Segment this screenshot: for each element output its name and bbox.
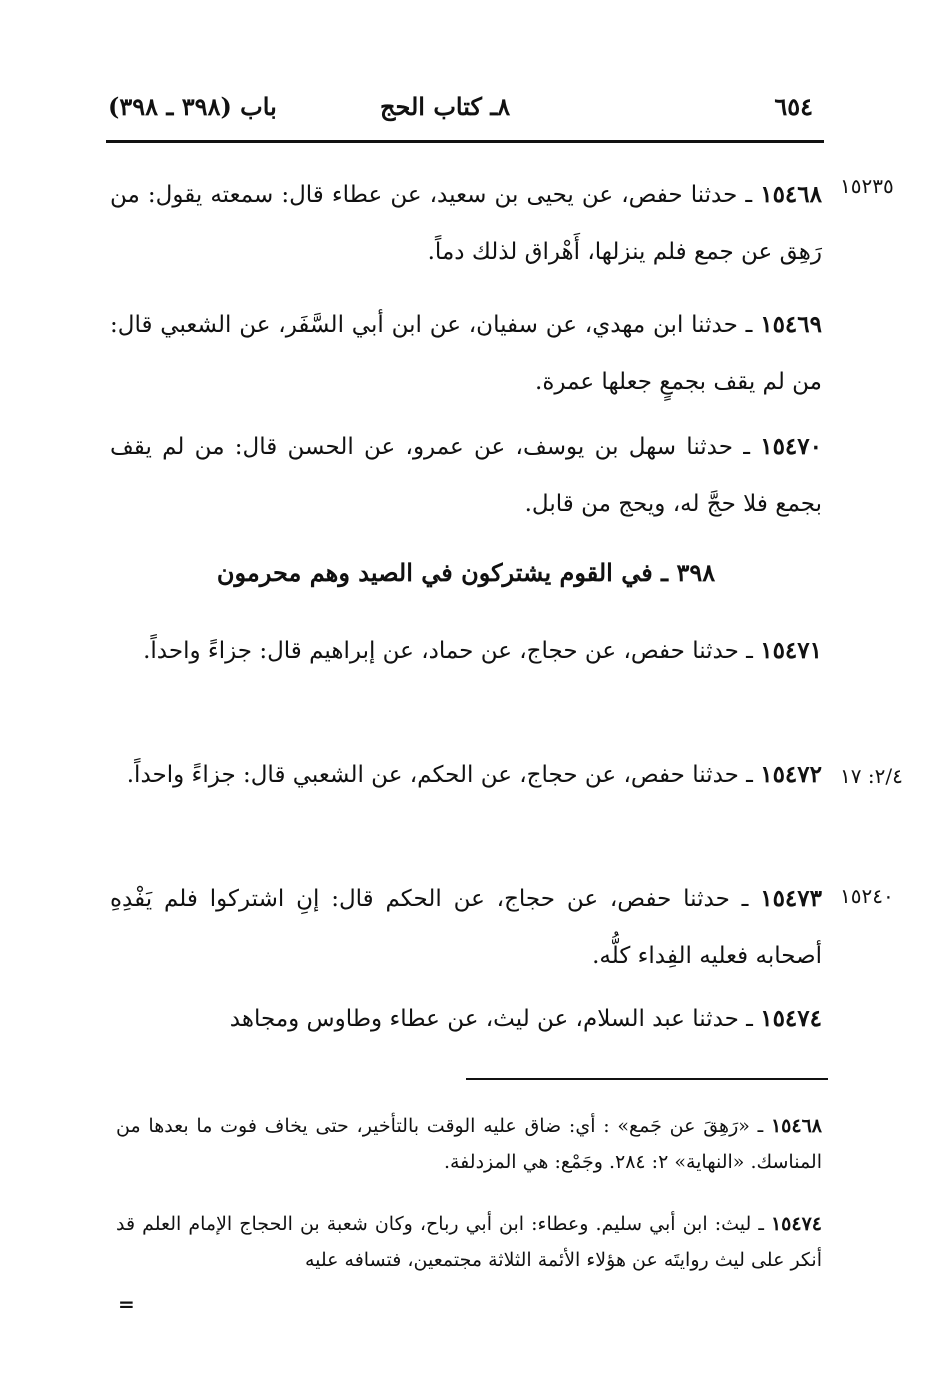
hadith-entry [110,990,822,1048]
entry-text: ـ حدثنا عبد السلام، عن ليث، عن عطاء وطاوس ومجاهد [229,1006,761,1032]
footnote-number: ١٥٤٧٤ [770,1213,822,1235]
book-title: ٨ـ كتاب الحج [380,92,511,121]
margin-ref: ٢/٤: ١٧ [840,764,903,788]
entry-number: ١٥٤٧٢ [760,761,822,788]
entry-text: ـ حدثنا ابن مهدي، عن سفيان، عن ابن أبي السَّفَر، عن الشعبي قال: من لم يقف بجمعٍ جعلها عمرة. [110,312,822,395]
entry-text: ـ حدثنا حفص، عن حجاج، عن الحكم، عن الشعبي قال: جزاءً واحداً. [126,762,761,788]
footnote-text: ـ ليث: ابن أبي سليم. وعطاء: ابن أبي رباح، وكان شعبة بن الحجاج الإمام العلم قد أنكر على ليث روايتَه عن هؤلاء الأئمة الثلاثة مجتمعين، فتسافه عليه [116,1213,822,1271]
continuation-mark: = [118,1292,135,1316]
footnote-divider [466,1078,828,1080]
entry-number: ١٥٤٧١ [760,637,822,664]
entry-text: ـ حدثنا حفص، عن حجاج، عن الحكم قال: إنِ اشتركوا فلم يَفْدِهِ أصحابه فعليه الفِداء كلُّه. [110,886,822,969]
entry-text: ـ حدثنا حفص، عن يحيى بن سعيد، عن عطاء قال: سمعته يقول: من رَهِق عن جمع فلم ينزلها، أَهْراق لذلك دماً. [110,182,822,265]
entry-text: ـ حدثنا حفص، عن حجاج، عن حماد، عن إبراهيم قال: جزاءً واحداً. [143,638,761,664]
hadith-entry [110,622,822,680]
hadith-entry [110,746,822,804]
footnote [116,1108,822,1180]
hadith-entry [110,296,822,411]
footnote-text: ـ «رَهِقَ عن جَمع» : أي: ضاق عليه الوقت بالتأخير، حتى يخاف فوت ما بعدها من المناسك. «النهاية» ٢: ٢٨٤. وجَمْع: هي المزدلفة. [116,1115,822,1173]
page-number: ٦٥٤ [774,92,813,121]
entry-number: ١٥٤٦٩ [760,311,822,338]
margin-ref: ١٥٢٤٠ [840,884,894,908]
entry-number: ١٥٤٧٣ [760,885,822,912]
entry-number: ١٥٤٧٤ [760,1005,822,1032]
hadith-entry [110,870,822,985]
footnote-number: ١٥٤٦٨ [770,1115,822,1137]
section-heading: ٣٩٨ ـ في القوم يشتركون في الصيد وهم محرمون [216,558,716,587]
entry-text: ـ حدثنا سهل بن يوسف، عن عمرو، عن الحسن قال: من لم يقف بجمع فلا حجَّ له، ويحج من قابل. [110,434,822,517]
chapter-range: باب (٣٩٨ ـ ٣٩٨) [108,92,277,121]
entry-number: ١٥٤٧٠ [760,433,822,460]
hadith-entry [110,418,822,533]
header-divider [106,140,824,143]
footnote [116,1206,822,1278]
margin-ref: ١٥٢٣٥ [840,174,894,198]
hadith-entry [110,166,822,281]
entry-number: ١٥٤٦٨ [760,181,822,208]
